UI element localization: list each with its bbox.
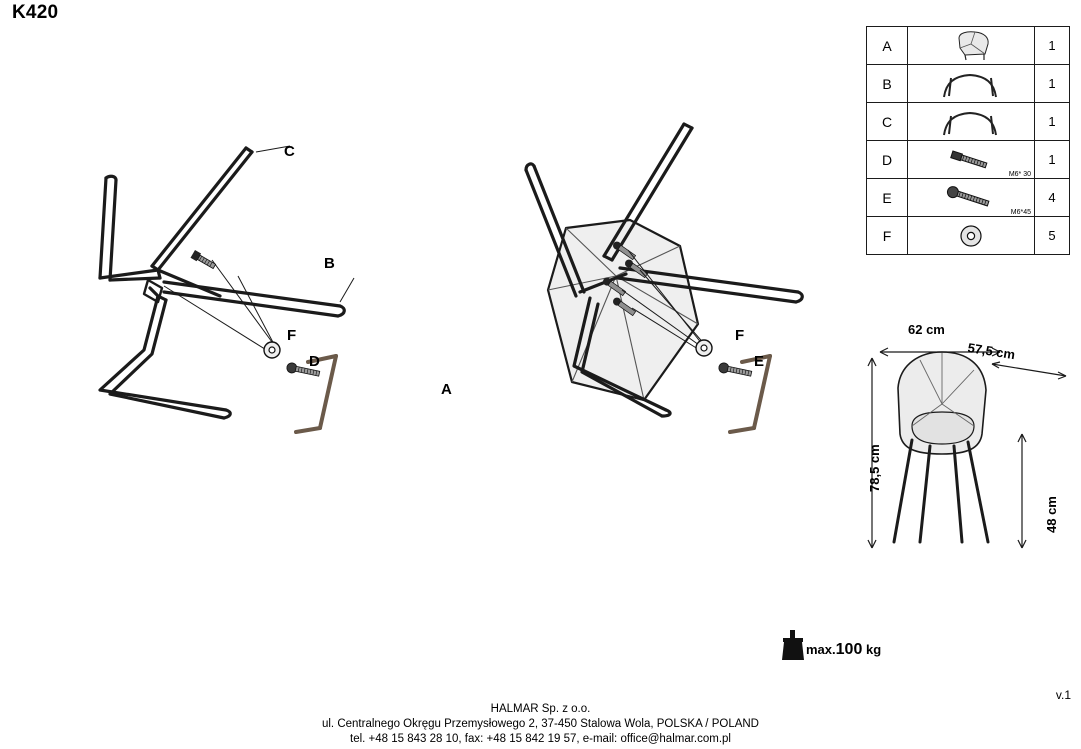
- footer: [0, 702, 1081, 747]
- part-spec: M6*45: [1010, 209, 1031, 216]
- part-qty: 1: [1035, 65, 1070, 103]
- bolt-icon: [945, 148, 997, 172]
- bolt-icon: [942, 186, 1000, 210]
- part-image-cell: [908, 141, 1035, 179]
- label-left-f: F: [287, 327, 297, 344]
- washer-f-callout: [264, 342, 280, 358]
- label-mid-e: E: [754, 353, 765, 370]
- part-letter: C: [867, 103, 908, 141]
- chair-shell-icon: [941, 30, 1001, 62]
- part-qty: 4: [1035, 179, 1070, 217]
- washer-icon: [956, 222, 986, 250]
- bolt-d-callout: [191, 250, 217, 270]
- label-left-b: B: [324, 255, 335, 272]
- max-load-value: 100: [835, 641, 863, 658]
- footer-company: HALMAR Sp. z o.o.: [490, 703, 591, 715]
- leg-frame-icon: [936, 107, 1006, 137]
- leg-frame-icon: [936, 69, 1006, 99]
- dim-depth-label: 57,5 cm: [966, 340, 1017, 363]
- part-qty: 5: [1035, 217, 1070, 255]
- footer-address: ul. Centralnego Okręgu Przemysłowego 2, 37-450 Stalowa Wola, POLSKA / POLAND: [321, 718, 759, 730]
- max-load-unit: kg: [865, 642, 882, 657]
- dim-seat-height-label: 48 cm: [1044, 496, 1059, 533]
- part-image-cell: [908, 27, 1035, 65]
- part-letter: D: [867, 141, 908, 179]
- part-image-cell: [908, 217, 1035, 255]
- footer-contact: tel. +48 15 843 28 10, fax: +48 15 842 19 57, e-mail: office@halmar.com.pl: [350, 733, 731, 745]
- part-spec: M6* 30: [1008, 171, 1031, 178]
- max-load-prefix: max.: [806, 642, 836, 657]
- part-image-cell: [908, 179, 1035, 217]
- part-qty: 1: [1035, 141, 1070, 179]
- part-qty: 1: [1035, 27, 1070, 65]
- table-row: [867, 65, 1070, 103]
- version-label: v.1: [1055, 688, 1071, 702]
- table-row: [867, 179, 1070, 217]
- part-letter: A: [867, 27, 908, 65]
- part-qty: 1: [1035, 103, 1070, 141]
- assembly-diagram-middle: [430, 100, 830, 450]
- dim-seat-height-arrow: [1018, 434, 1026, 548]
- part-letter: E: [867, 179, 908, 217]
- parts-table: [866, 26, 1070, 255]
- assembly-diagram-left: [40, 110, 420, 450]
- dim-height-label: 78,5 cm: [867, 444, 882, 492]
- washer-f-callout: [696, 340, 712, 356]
- dimension-drawing: [850, 330, 1075, 580]
- label-left-c: C: [284, 143, 295, 160]
- bolt-e-icon: [718, 362, 752, 379]
- part-image-cell: [908, 65, 1035, 103]
- table-row: [867, 141, 1070, 179]
- table-row: [867, 103, 1070, 141]
- part-image-cell: [908, 103, 1035, 141]
- dim-width-label: 62 cm: [908, 322, 945, 337]
- page-title: K420: [12, 2, 59, 23]
- label-left-d: D: [309, 353, 320, 370]
- dim-depth-arrow: [992, 362, 1066, 379]
- table-row: [867, 217, 1070, 255]
- label-mid-f: F: [735, 327, 745, 344]
- table-row: [867, 27, 1070, 65]
- max-load-text: [806, 641, 881, 659]
- part-letter: F: [867, 217, 908, 255]
- chair-front-view: [894, 352, 988, 542]
- part-letter: B: [867, 65, 908, 103]
- label-mid-a: A: [441, 381, 452, 398]
